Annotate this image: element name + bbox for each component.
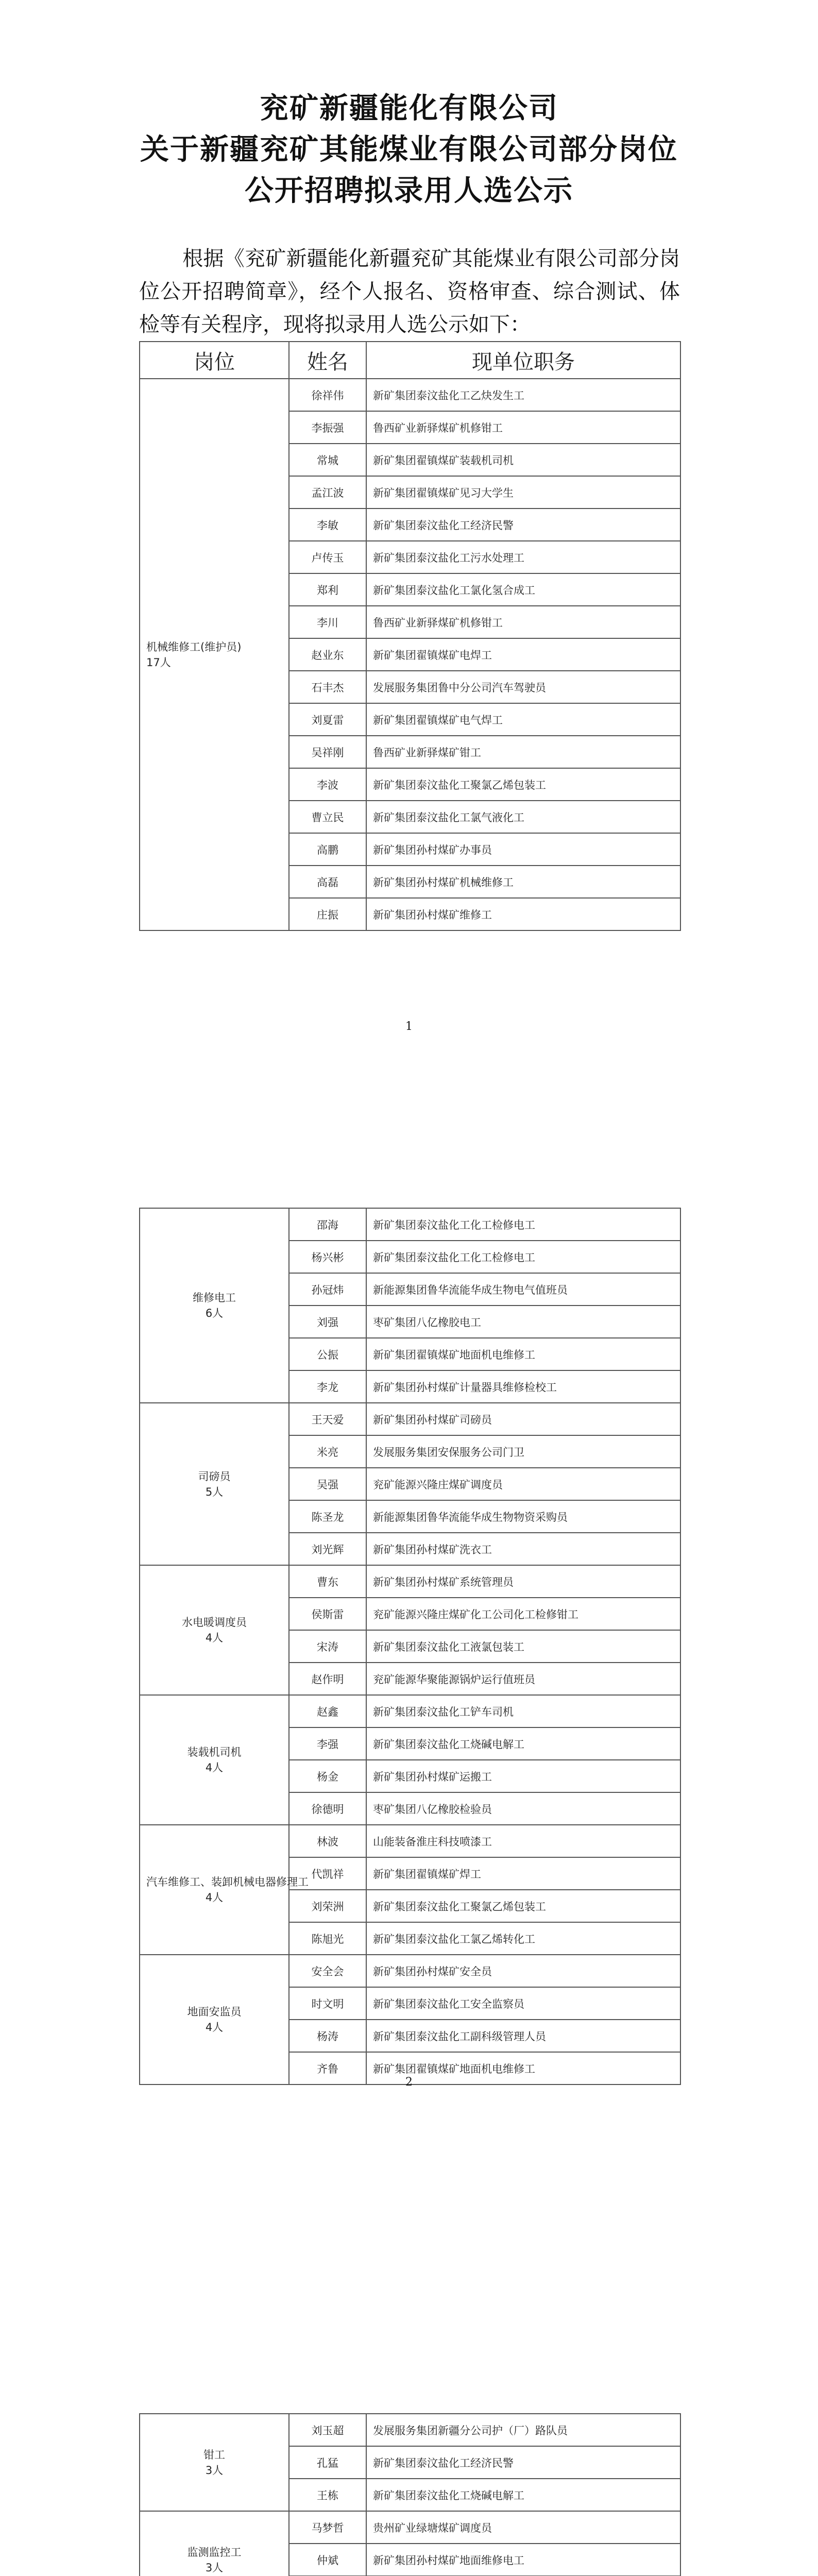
position-cell: 水电暖调度员 4人: [140, 1565, 289, 1695]
table-header-cell: 岗位: [140, 342, 289, 379]
name-cell: 李敏: [289, 509, 366, 541]
name-cell: 安全会: [289, 1955, 366, 1987]
current-job-cell: 新矿集团泰汶盐化工氯乙烯转化工: [366, 1922, 680, 1955]
page-2: [0, 1156, 818, 2312]
candidate-table-2: [139, 1208, 681, 2085]
current-job-cell: 新矿集团孙村煤矿系统管理员: [366, 1565, 680, 1598]
current-job-cell: 新矿集团翟镇煤矿见习大学生: [366, 476, 680, 509]
current-job-cell: 新矿集团泰汶盐化工聚氯乙烯包装工: [366, 768, 680, 801]
current-job-cell: 新矿集团泰汶盐化工乙炔发生工: [366, 379, 680, 411]
current-job-cell: 新矿集团孙村煤矿办事员: [366, 833, 680, 866]
name-cell: 刘玉超: [289, 2414, 366, 2446]
name-cell: 高磊: [289, 866, 366, 898]
title-line-1: 兖矿新疆能化有限公司: [260, 91, 558, 125]
title-line-2: 关于新疆兖矿其能煤业有限公司部分岗位: [140, 132, 678, 166]
current-job-cell: 新矿集团孙村煤矿地面维修电工: [366, 2544, 680, 2576]
current-job-cell: 新矿集团泰汶盐化工氯气液化工: [366, 801, 680, 833]
name-cell: 常城: [289, 444, 366, 476]
page-number: 2: [405, 2076, 413, 2089]
name-cell: 邵海: [289, 1208, 366, 1241]
name-cell: 王栋: [289, 2479, 366, 2511]
current-job-cell: 新矿集团翟镇煤矿焊工: [366, 1857, 680, 1890]
name-cell: 陈旭光: [289, 1922, 366, 1955]
name-cell: 李振强: [289, 411, 366, 444]
current-job-cell: 鲁西矿业新驿煤矿机修钳工: [366, 606, 680, 638]
current-job-cell: 新矿集团孙村煤矿运搬工: [366, 1760, 680, 1792]
current-job-cell: 新能源集团鲁华流能华成生物电气值班员: [366, 1273, 680, 1306]
name-cell: 徐德明: [289, 1792, 366, 1825]
current-job-cell: 枣矿集团八亿橡胶检验员: [366, 1792, 680, 1825]
current-job-cell: 新矿集团泰汶盐化工化工检修电工: [366, 1208, 680, 1241]
position-cell: 监测监控工 3人: [140, 2511, 289, 2576]
name-cell: 刘光辉: [289, 1533, 366, 1565]
current-job-cell: 新矿集团泰汶盐化工安全监察员: [366, 1987, 680, 2020]
page-3: [0, 2312, 818, 2576]
table-row: [140, 2511, 680, 2544]
name-cell: 孟江波: [289, 476, 366, 509]
name-cell: 宋涛: [289, 1630, 366, 1663]
page-number: 1: [405, 1020, 413, 1033]
table-row: [140, 1208, 680, 1241]
name-cell: 王天爱: [289, 1403, 366, 1435]
current-job-cell: 新矿集团孙村煤矿机械维修工: [366, 866, 680, 898]
name-cell: 卢传玉: [289, 541, 366, 573]
current-job-cell: 枣矿集团八亿橡胶电工: [366, 1306, 680, 1338]
table-row: [140, 1955, 680, 1987]
current-job-cell: 发展服务集团安保服务公司门卫: [366, 1435, 680, 1468]
name-cell: 米亮: [289, 1435, 366, 1468]
name-cell: 马梦哲: [289, 2511, 366, 2544]
current-job-cell: 新能源集团鲁华流能华成生物物资采购员: [366, 1500, 680, 1533]
name-cell: 杨金: [289, 1760, 366, 1792]
name-cell: 吴祥刚: [289, 736, 366, 768]
table-row: [140, 1825, 680, 1857]
position-cell: 汽车维修工、装卸机械电器修理工 4人: [140, 1825, 289, 1955]
name-cell: 郑利: [289, 573, 366, 606]
current-job-cell: 新矿集团泰汶盐化工烧碱电解工: [366, 2479, 680, 2511]
current-job-cell: 新矿集团泰汶盐化工化工检修电工: [366, 1241, 680, 1273]
current-job-cell: 发展服务集团新疆分公司护（厂）路队员: [366, 2414, 680, 2446]
name-cell: 杨兴彬: [289, 1241, 366, 1273]
position-cell: 机械维修工(维护员) 17人: [140, 379, 289, 930]
name-cell: 齐鲁: [289, 2052, 366, 2084]
name-cell: 林波: [289, 1825, 366, 1857]
name-cell: 曹立民: [289, 801, 366, 833]
table-header-cell: 姓名: [289, 342, 366, 379]
name-cell: 李波: [289, 768, 366, 801]
name-cell: 孙冠炜: [289, 1273, 366, 1306]
current-job-cell: 兖矿能源兴隆庄煤矿调度员: [366, 1468, 680, 1500]
name-cell: 吴强: [289, 1468, 366, 1500]
table-row: [140, 1403, 680, 1435]
current-job-cell: 新矿集团孙村煤矿洗衣工: [366, 1533, 680, 1565]
page-1: [0, 0, 818, 1156]
name-cell: 孔猛: [289, 2446, 366, 2479]
current-job-cell: 新矿集团孙村煤矿司磅员: [366, 1403, 680, 1435]
name-cell: 徐祥伟: [289, 379, 366, 411]
name-cell: 曹东: [289, 1565, 366, 1598]
name-cell: 时文明: [289, 1987, 366, 2020]
name-cell: 李龙: [289, 1370, 366, 1403]
intro-text: 根据《兖矿新疆能化新疆兖矿其能煤业有限公司部分岗位公开招聘简章》，经个人报名、资格审查、综合测试、体检等有关程序，现将拟录用人选公示如下：: [139, 247, 680, 336]
table-row: [140, 1565, 680, 1598]
current-job-cell: 山能装备淮庄科技喷漆工: [366, 1825, 680, 1857]
current-job-cell: 新矿集团泰汶盐化工聚氯乙烯包装工: [366, 1890, 680, 1922]
candidate-table-3: [139, 2413, 681, 2576]
name-cell: 侯斯雷: [289, 1598, 366, 1630]
position-cell: 钳工 3人: [140, 2414, 289, 2511]
intro-paragraph: [139, 242, 680, 341]
current-job-cell: 新矿集团泰汶盐化工液氯包装工: [366, 1630, 680, 1663]
name-cell: 公振: [289, 1338, 366, 1370]
name-cell: 刘荣洲: [289, 1890, 366, 1922]
name-cell: 高鹏: [289, 833, 366, 866]
current-job-cell: 新矿集团泰汶盐化工经济民警: [366, 509, 680, 541]
name-cell: 仲斌: [289, 2544, 366, 2576]
current-job-cell: 兖矿能源华聚能源锅炉运行值班员: [366, 1663, 680, 1695]
current-job-cell: 新矿集团孙村煤矿维修工: [366, 898, 680, 930]
current-job-cell: 新矿集团泰汶盐化工烧碱电解工: [366, 1727, 680, 1760]
current-job-cell: 新矿集团孙村煤矿安全员: [366, 1955, 680, 1987]
name-cell: 杨涛: [289, 2020, 366, 2052]
name-cell: 石丰杰: [289, 671, 366, 703]
table-row: [140, 1695, 680, 1727]
name-cell: 刘夏雷: [289, 703, 366, 736]
name-cell: 陈圣龙: [289, 1500, 366, 1533]
current-job-cell: 鲁西矿业新驿煤矿钳工: [366, 736, 680, 768]
current-job-cell: 新矿集团泰汶盐化工铲车司机: [366, 1695, 680, 1727]
current-job-cell: 新矿集团泰汶盐化工污水处理工: [366, 541, 680, 573]
current-job-cell: 贵州矿业绿塘煤矿调度员: [366, 2511, 680, 2544]
table-header-cell: 现单位职务: [366, 342, 680, 379]
table-row: [140, 2414, 680, 2446]
name-cell: 代凯祥: [289, 1857, 366, 1890]
position-cell: 装载机司机 4人: [140, 1695, 289, 1825]
title-line-3: 公开招聘拟录用人选公示: [245, 174, 573, 208]
current-job-cell: 新矿集团翟镇煤矿地面机电维修工: [366, 2052, 680, 2084]
position-cell: 地面安监员 4人: [140, 1955, 289, 2084]
current-job-cell: 新矿集团翟镇煤矿装载机司机: [366, 444, 680, 476]
current-job-cell: 新矿集团泰汶盐化工副科级管理人员: [366, 2020, 680, 2052]
current-job-cell: 鲁西矿业新驿煤矿机修钳工: [366, 411, 680, 444]
name-cell: 庄振: [289, 898, 366, 930]
current-job-cell: 新矿集团翟镇煤矿电气焊工: [366, 703, 680, 736]
position-cell: 维修电工 6人: [140, 1208, 289, 1403]
table-header-row: [140, 342, 680, 379]
current-job-cell: 新矿集团泰汶盐化工经济民警: [366, 2446, 680, 2479]
table-row: [140, 379, 680, 411]
current-job-cell: 新矿集团翟镇煤矿电焊工: [366, 638, 680, 671]
current-job-cell: 新矿集团泰汶盐化工氯化氢合成工: [366, 573, 680, 606]
name-cell: 李强: [289, 1727, 366, 1760]
name-cell: 赵业东: [289, 638, 366, 671]
name-cell: 刘强: [289, 1306, 366, 1338]
current-job-cell: 新矿集团孙村煤矿计量器具维修检校工: [366, 1370, 680, 1403]
name-cell: 赵作明: [289, 1663, 366, 1695]
name-cell: 赵鑫: [289, 1695, 366, 1727]
candidate-table-1: [139, 341, 681, 931]
current-job-cell: 新矿集团翟镇煤矿地面机电维修工: [366, 1338, 680, 1370]
current-job-cell: 发展服务集团鲁中分公司汽车驾驶员: [366, 671, 680, 703]
current-job-cell: 兖矿能源兴隆庄煤矿化工公司化工检修钳工: [366, 1598, 680, 1630]
position-cell: 司磅员 5人: [140, 1403, 289, 1565]
name-cell: 李川: [289, 606, 366, 638]
